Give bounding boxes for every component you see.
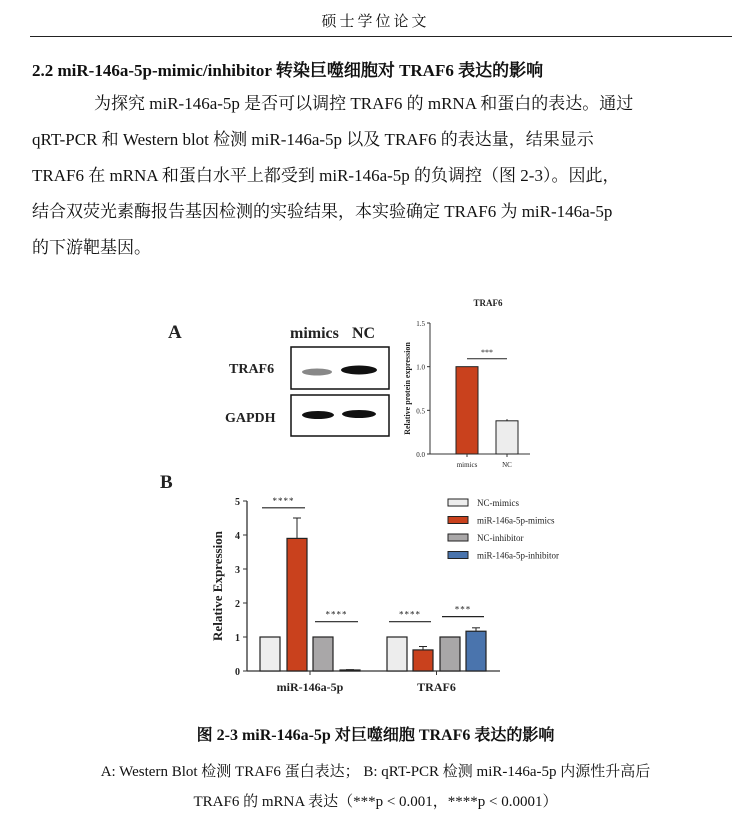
panel-b-label: B <box>160 472 173 493</box>
paragraph-line: TRAF6 在 mRNA 和蛋白水平上都受到 miR-146a-5p 的负调控（图 2-3）。因此， <box>32 166 620 185</box>
blot-row-label-traf6: TRAF6 <box>229 362 275 377</box>
y-tick-label: 0.0 <box>416 451 425 459</box>
panel-a-label: A <box>168 322 182 343</box>
running-header: 硕士学位论文 <box>321 14 430 30</box>
chart-b-relative-expression <box>210 496 559 694</box>
legend-label: miR-146a-5p-mimics <box>477 515 555 526</box>
chart-a-traf6-protein <box>403 298 530 469</box>
y-tick-label: 1.0 <box>416 363 425 372</box>
y-tick-label: 1 <box>235 633 240 644</box>
figure-caption-line: A: Western Blot 检测 TRAF6 蛋白表达； B: qRT-PCR 检测 miR-146a-5p 内源性升高后 <box>100 764 651 780</box>
legend-swatch <box>448 517 468 524</box>
figure-caption-line: TRAF6 的 mRNA 表达（***p < 0.001，****p < 0.0001） <box>193 794 558 810</box>
chart-title: TRAF6 <box>473 298 503 308</box>
legend-swatch <box>448 552 468 559</box>
section-heading: 2.2 miR-146a-5p-mimic/inhibitor 转染巨噬细胞对 TRAF6 表达的影响 <box>32 61 544 80</box>
paragraph-line: 为探究 miR-146a-5p 是否可以调控 TRAF6 的 mRNA 和蛋白的表达。通过 <box>94 94 634 113</box>
bar-miR-146a-5p-mimics-TRAF6 <box>413 650 433 671</box>
significance-label: **** <box>399 609 421 620</box>
y-tick-label: 1.5 <box>416 320 425 328</box>
legend-swatch <box>448 499 468 506</box>
y-tick-label: 3 <box>235 565 240 576</box>
legend-label: NC-mimics <box>477 498 519 508</box>
significance-label: *** <box>481 347 493 357</box>
western-blot-image <box>291 347 389 436</box>
y-axis-label: Relative Expression <box>210 531 225 641</box>
paragraph-line: 的下游靶基因。 <box>32 238 151 257</box>
lane-label-mimics: mimics <box>290 325 339 342</box>
y-axis-label: Relative protein expression <box>403 342 412 435</box>
y-tick-label: 0.5 <box>416 407 425 416</box>
y-tick-label: 5 <box>235 497 240 508</box>
x-tick-label: mimics <box>456 461 478 469</box>
figure-caption-title: 图 2-3 miR-146a-5p 对巨噬细胞 TRAF6 表达的影响 <box>196 727 555 744</box>
y-tick-label: 2 <box>235 599 240 610</box>
bar-miR-146a-5p-inhibitor-TRAF6 <box>466 631 486 671</box>
bar-miR-146a-5p-mimics-miR-146a-5p <box>287 538 307 671</box>
significance-label: *** <box>454 604 472 615</box>
x-tick-label: NC <box>502 461 512 469</box>
legend-label: miR-146a-5p-inhibitor <box>477 550 559 561</box>
blot-row-label-gapdh: GAPDH <box>225 411 276 426</box>
significance-label: **** <box>272 495 295 506</box>
bar-NC <box>496 421 518 454</box>
y-tick-label: 0 <box>235 667 240 678</box>
y-tick-label: 4 <box>235 531 240 542</box>
paragraph-line: qRT-PCR 和 Western blot 检测 miR-146a-5p 以及 TRAF6 的表达量，结果显示 <box>32 130 594 149</box>
paragraph-line: 结合双荧光素酶报告基因检测的实验结果，本实验确定 TRAF6 为 miR-146a-5p <box>32 202 613 221</box>
legend-label: NC-inhibitor <box>477 533 524 543</box>
bar-NC-mimics-miR-146a-5p <box>260 637 280 671</box>
lane-label-nc: NC <box>352 325 376 342</box>
bar-NC-inhibitor-TRAF6 <box>440 637 460 671</box>
legend-swatch <box>448 534 468 541</box>
bar-NC-inhibitor-miR-146a-5p <box>313 637 333 671</box>
bar-mimics <box>456 367 478 454</box>
x-tick-label: TRAF6 <box>417 680 456 694</box>
significance-label: **** <box>325 609 348 620</box>
x-tick-label: miR-146a-5p <box>276 680 344 694</box>
bar-NC-mimics-TRAF6 <box>387 637 407 671</box>
